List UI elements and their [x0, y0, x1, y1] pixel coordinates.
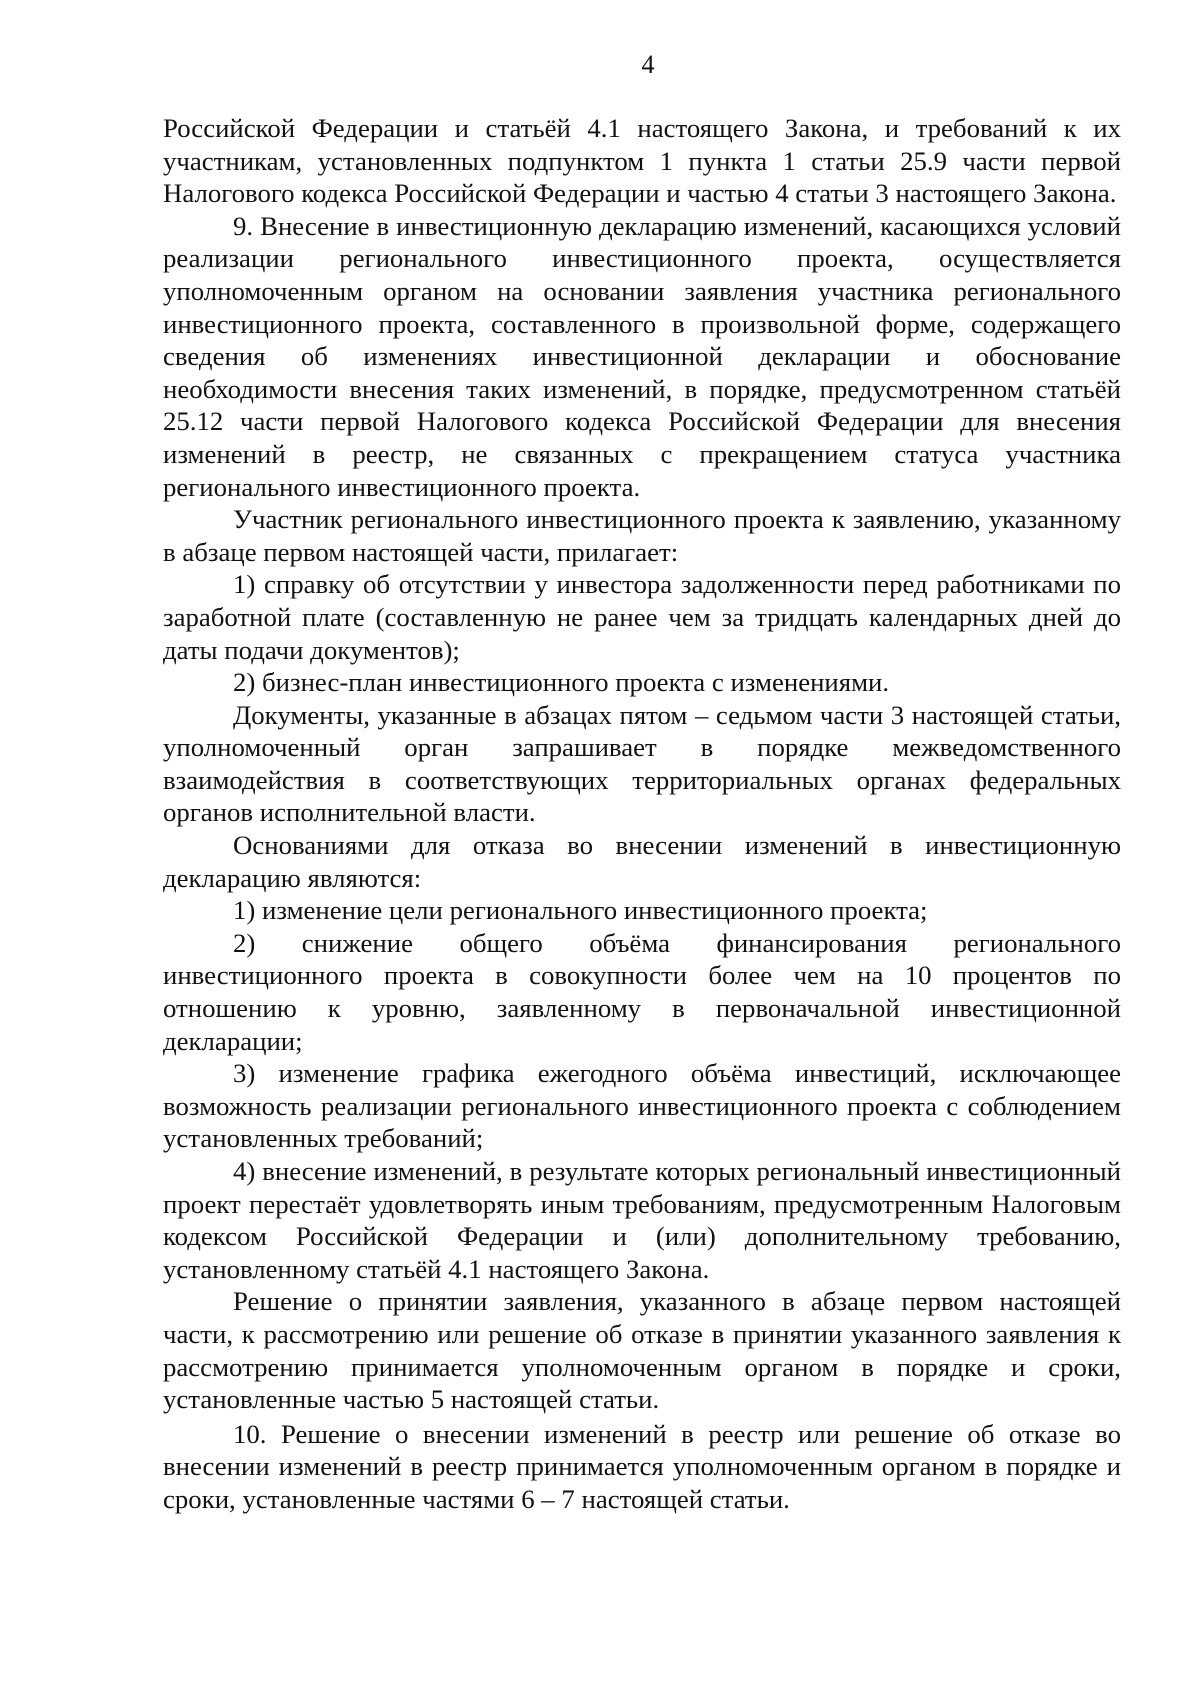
list-item: 1) справку об отсутствии у инвестора задолженности перед работниками по заработной плате (составленную не ранее чем за тридцать календарных дней до даты подачи документов);	[163, 569, 1121, 665]
paragraph: Документы, указанные в абзацах пятом – седьмом части 3 настоящей статьи, уполномоченный орган запрашивает в порядке межведомственного взаимодействия в соответствующих территориальных органах федеральных органов исполнительной власти.	[163, 699, 1121, 828]
list-item: 4) внесение изменений, в результате которых региональный инвестиционный проект перестаёт удовлетворять иным требованиям, предусмотренным Налоговым кодексом Российской Федерации и (или) дополнительному требованию, установленному статьёй 4.1 настоящего Закона.	[163, 1156, 1121, 1284]
paragraph: 10. Решение о внесении изменений в реестр или решение об отказе во внесении изменений в реестр принимается уполномоченным органом в порядке и сроки, установленные частями 6 – 7 настоящей статьи.	[163, 1418, 1121, 1514]
paragraph: Российской Федерации и статьёй 4.1 настоящего Закона, и требований к их участникам, установленных подпунктом 1 пункта 1 статьи 25.9 части первой Налогового кодекса Российской Федерации и частью 4 статьи 3 настоящего Закона.	[163, 113, 1121, 209]
document-body	[163, 112, 1121, 1516]
page-number: 4	[641, 50, 655, 79]
paragraph: 9. Внесение в инвестиционную декларацию изменений, касающихся условий реализации регионального инвестиционного проекта, осуществляется уполномоченным органом на основании заявления участника регионального инвестиционного проекта, составленного в произвольной форме, содержащего сведения об изменениях инвестиционной декларации и обоснование необходимости внесения таких изменений, в порядке, предусмотренном статьёй 25.12 части первой Налогового кодекса Российской Федерации для внесения изменений в реестр, не связанных с прекращением статуса участника регионального инвестиционного проекта.	[163, 210, 1121, 502]
paragraph: Решение о принятии заявления, указанного в абзаце первом настоящей части, к рассмотрению или решение об отказе в принятии указанного заявления к рассмотрению принимается уполномоченным органом в порядке и сроки, установленные частью 5 настоящей статьи.	[163, 1286, 1121, 1415]
list-item: 3) изменение графика ежегодного объёма инвестиций, исключающее возможность реализации регионального инвестиционного проекта с соблюдением установленных требований;	[163, 1058, 1121, 1154]
list-item: 2) бизнес-план инвестиционного проекта с изменениями.	[233, 667, 890, 698]
list-item: 1) изменение цели регионального инвестиционного проекта;	[233, 895, 928, 926]
list-item: 2) снижение общего объёма финансирования регионального инвестиционного проекта в совокупности более чем на 10 процентов по отношению к уровню, заявленному в первоначальной инвестиционной декларации;	[163, 927, 1121, 1056]
paragraph: Участник регионального инвестиционного проекта к заявлению, указанному в абзаце первом настоящей части, прилагает:	[163, 504, 1121, 567]
paragraph: Основаниями для отказа во внесении изменений в инвестиционную декларацию являются:	[163, 830, 1121, 893]
